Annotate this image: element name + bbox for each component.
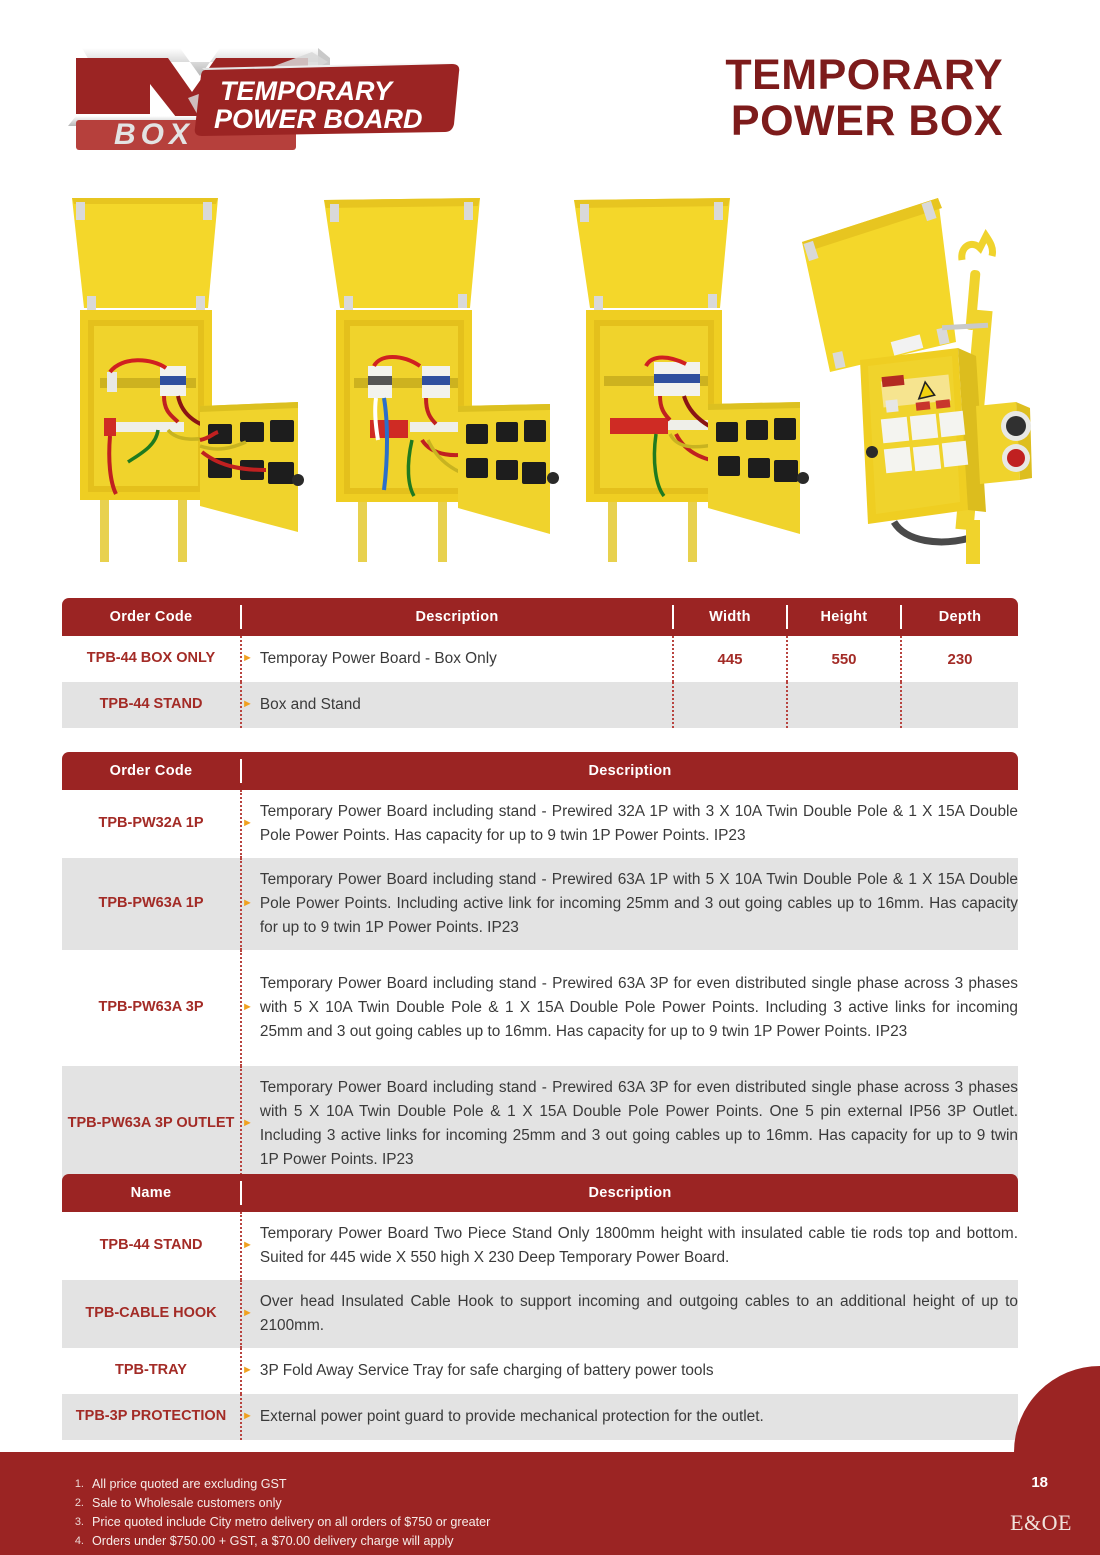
height-cell (788, 682, 902, 728)
bullet-arrow-icon: ► (242, 1409, 253, 1422)
bullet-arrow-icon: ► (242, 1000, 253, 1013)
description-cell: ► External power point guard to provide mechanical protection for the outlet. (242, 1407, 764, 1425)
table-row (62, 636, 1018, 682)
mbox-logo (62, 40, 462, 150)
order-code-cell: TPB-PW32A 1P (62, 790, 242, 858)
description-cell: ► Temporary Power Board including stand - Prewired 63A 1P with 5 X 10A Twin Double Pole & 1 X 15A Double Pole Power Points. Including active link for incoming 25mm and 3 out going cables up to 16mm. Has capacity for up to 9 twin 1P Power Points. IP23 (242, 870, 1018, 936)
width-cell: 445 (674, 636, 788, 682)
footer-note: 4. Orders under $750.00 + GST, a $70.00 delivery charge will apply (74, 1534, 454, 1549)
description-cell: ► Temporary Power Board including stand - Prewired 63A 3P for even distributed single phase across 3 phases with 5 X 10A Twin Double Pole & 1 X 15A Double Pole Power Points. One 5 pin external IP56 3P Outlet. Including 3 active links for incoming 25mm and 3 out going cables up to 16mm. Has capacity for up to 9 twin 1P Power Points. IP23 (242, 1079, 1018, 1168)
column-header-width: Width (674, 605, 788, 629)
column-header-height: Height (788, 605, 902, 629)
bullet-arrow-icon: ► (242, 652, 253, 665)
order-code-cell: TPB-PW63A 1P (62, 858, 242, 950)
table-row (62, 1280, 1018, 1348)
bullet-arrow-icon: ► (242, 896, 253, 909)
name-cell: TPB-TRAY (62, 1348, 242, 1394)
order-code-cell: TPB-44 BOX ONLY (62, 636, 242, 682)
bullet-arrow-icon: ► (242, 1363, 253, 1376)
order-code-cell: TPB-PW63A 3P OUTLET (62, 1066, 242, 1182)
page-header (0, 0, 1100, 180)
order-code-cell: TPB-44 STAND (62, 682, 242, 728)
bullet-arrow-icon: ► (242, 1239, 253, 1252)
width-cell (674, 682, 788, 728)
product-photo-gallery (60, 190, 1040, 565)
table-row (62, 1348, 1018, 1394)
name-cell: TPB-3P PROTECTION (62, 1394, 242, 1440)
column-header-description: Description (588, 763, 672, 779)
page-number: 18 (1031, 1474, 1048, 1491)
table-row (62, 790, 1018, 858)
description-cell: ► 3P Fold Away Service Tray for safe charging of battery power tools (242, 1361, 714, 1379)
product-photo-4 (790, 190, 1040, 565)
eoe-label: E&OE (1010, 1510, 1072, 1535)
accessories-table-header (62, 1174, 1018, 1212)
table-row (62, 682, 1018, 728)
bullet-arrow-icon: ► (242, 1116, 253, 1129)
product-photo-2 (310, 190, 560, 565)
column-header-name: Name (62, 1181, 242, 1205)
table-row (62, 1066, 1018, 1182)
logo-badge-line1: TEMPORARY (220, 76, 393, 106)
bullet-arrow-icon: ► (242, 1306, 253, 1319)
table-row (62, 1394, 1018, 1440)
depth-cell: 230 (947, 650, 973, 668)
dimensions-table-header (62, 598, 1018, 636)
bullet-arrow-icon: ► (242, 817, 253, 830)
logo-badge-line2: POWER BOARD (214, 104, 423, 134)
table-row (62, 858, 1018, 950)
name-cell: TPB-44 STAND (62, 1212, 242, 1280)
column-header-order-code: Order Code (62, 759, 242, 783)
footer-note: 3. Price quoted include City metro delivery on all orders of $750 or greater (74, 1515, 491, 1530)
depth-cell (902, 682, 1018, 728)
name-cell: TPB-CABLE HOOK (62, 1280, 242, 1348)
column-header-description: Description (588, 1185, 672, 1201)
footer-notes (62, 1475, 490, 1552)
footer-note: 1. All price quoted are excluding GST (74, 1477, 287, 1491)
page-title (725, 52, 1003, 145)
svg-text:BOX: BOX (114, 118, 195, 150)
page-footer (0, 1452, 1100, 1555)
description-cell: ► Temporary Power Board including stand - Prewired 32A 1P with 3 X 10A Twin Double Pole & 1 X 15A Double Pole Power Points. Has capacity for up to 9 twin 1P Power Points. IP23 (242, 803, 1018, 844)
height-cell: 550 (788, 636, 902, 682)
page-title-line1: TEMPORARY (725, 51, 1003, 99)
description-cell: ► Temporary Power Board including stand - Prewired 63A 3P for even distributed single phase across 3 phases with 5 X 10A Twin Double Pole & 1 X 15A Double Pole Power Points. Including 3 active links for incoming 25mm and 3 out going cables up to 16mm. Has capacity for up to 9 twin 1P Power Points. IP23 (242, 974, 1018, 1040)
table-row (62, 950, 1018, 1066)
description-cell: ► Temporary Power Board Two Piece Stand Only 1800mm height with insulated cable tie rods top and bottom. Suited for 445 wide X 550 high X 230 Deep Temporary Power Board. (242, 1225, 1018, 1266)
accessories-table (62, 1174, 1018, 1440)
corner-decoration (1014, 1366, 1100, 1452)
order-code-cell: TPB-PW63A 3P (62, 950, 242, 1066)
description-cell: ► Temporay Power Board - Box Only (242, 636, 674, 682)
bullet-arrow-icon: ► (242, 698, 253, 711)
dimensions-table (62, 598, 1018, 728)
table-row (62, 1212, 1018, 1280)
description-cell: ► Over head Insulated Cable Hook to support incoming and outgoing cables to an additional height of up to 2100mm. (242, 1292, 1018, 1334)
product-photo-1 (60, 190, 310, 565)
column-header-depth: Depth (938, 609, 982, 625)
prewired-table-header (62, 752, 1018, 790)
prewired-table (62, 752, 1018, 1182)
footer-note: 2. Sale to Wholesale customers only (74, 1496, 282, 1511)
column-header-order-code: Order Code (62, 605, 242, 629)
page-title-line2: POWER BOX (730, 97, 1003, 146)
column-header-description: Description (242, 605, 674, 629)
description-cell: ► Box and Stand (242, 682, 674, 728)
product-photo-3 (560, 190, 810, 565)
